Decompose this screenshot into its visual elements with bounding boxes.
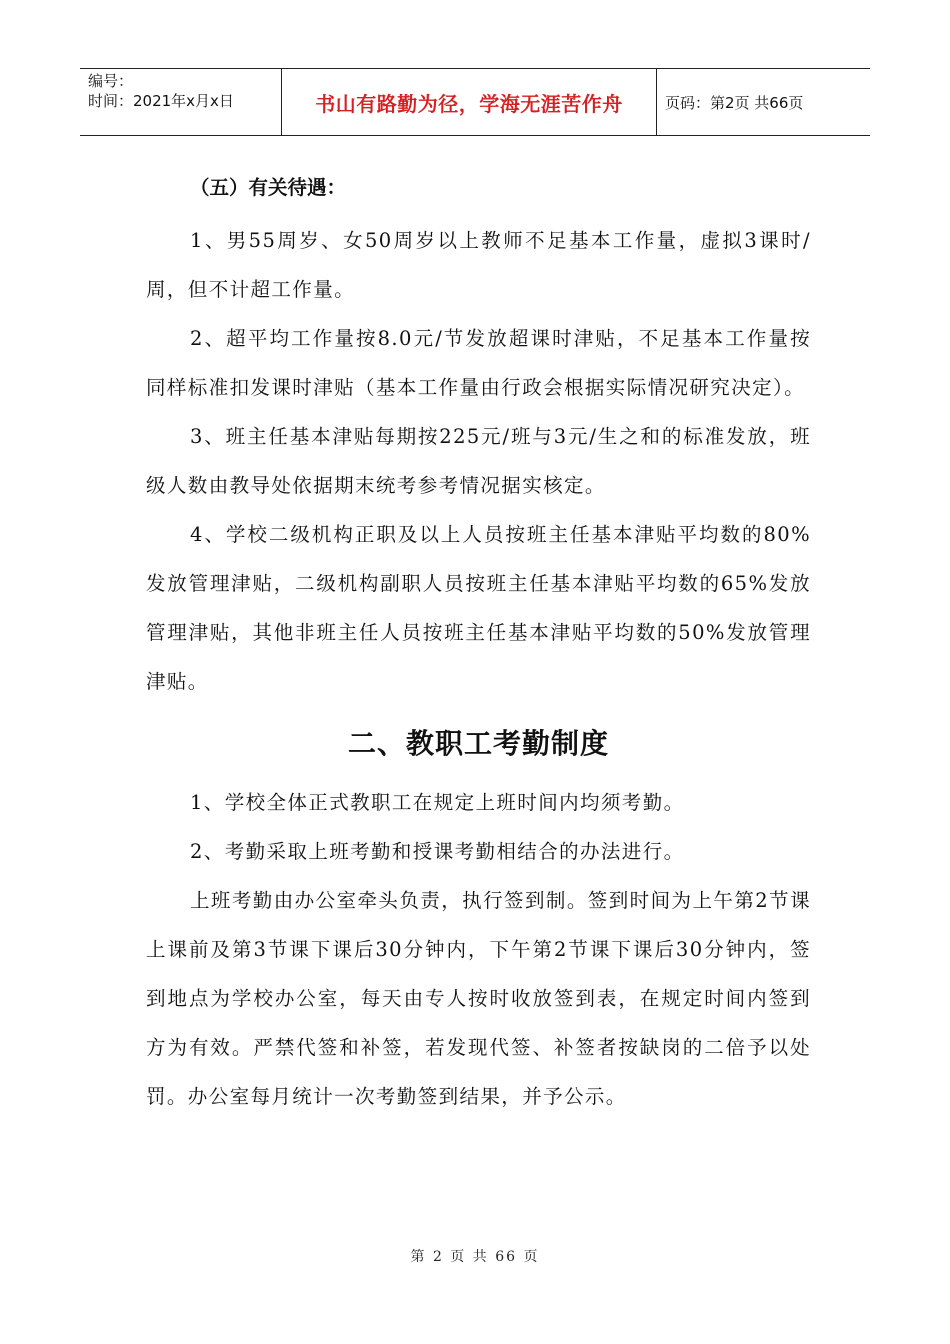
header-page-info: 页码：第2页 共66页 (665, 93, 804, 112)
document-header (80, 68, 870, 136)
paragraph: 1、男55周岁、女50周岁以上教师不足基本工作量，虚拟3课时/周，但不计超工作量。 (146, 229, 811, 301)
header-meta (80, 69, 282, 135)
paragraph: 1、学校全体正式教职工在规定上班时间内均须考勤。 (190, 791, 685, 814)
paragraph: 上班考勤由办公室牵头负责，执行签到制。签到时间为上午第2节课上课前及第3节课下课后30分钟内，下午第2节课下课后30分钟内，签到地点为学校办公室，每天由专人按时收放签到表，在规定时间内签到方为有效。严禁代签和补签，若发现代签、补签者按缺岗的二倍予以处罚。办公室每月统计一次考勤签到结果，并予公示。 (146, 889, 811, 1108)
time-label: 时间：2021年x月x日 (88, 92, 234, 110)
paragraph: 2、考勤采取上班考勤和授课考勤相结合的办法进行。 (190, 840, 685, 863)
number-label: 编号： (88, 72, 134, 90)
paragraph: 3、班主任基本津贴每期按225元/班与3元/生之和的标准发放，班级人数由教导处依据期末统考参考情况据实核定。 (146, 425, 811, 497)
section-title-attendance: 二、教职工考勤制度 (347, 727, 609, 760)
header-motto: 书山有路勤为径，学海无涯苦作舟 (282, 69, 657, 135)
document-body (146, 168, 811, 1121)
paragraph: 4、学校二级机构正职及以上人员按班主任基本津贴平均数的80%发放管理津贴，二级机构副职人员按班主任基本津贴平均数的65%发放管理津贴，其他非班主任人员按班主任基本津贴平均数的50%发放管理津贴。 (146, 523, 811, 693)
section-heading-benefits: （五）有关待遇： (190, 176, 347, 199)
page-footer: 第 2 页 共 66 页 (410, 1249, 540, 1265)
paragraph: 2、超平均工作量按8.0元/节发放超课时津贴，不足基本工作量按同样标准扣发课时津贴（基本工作量由行政会根据实际情况研究决定）。 (146, 327, 811, 399)
